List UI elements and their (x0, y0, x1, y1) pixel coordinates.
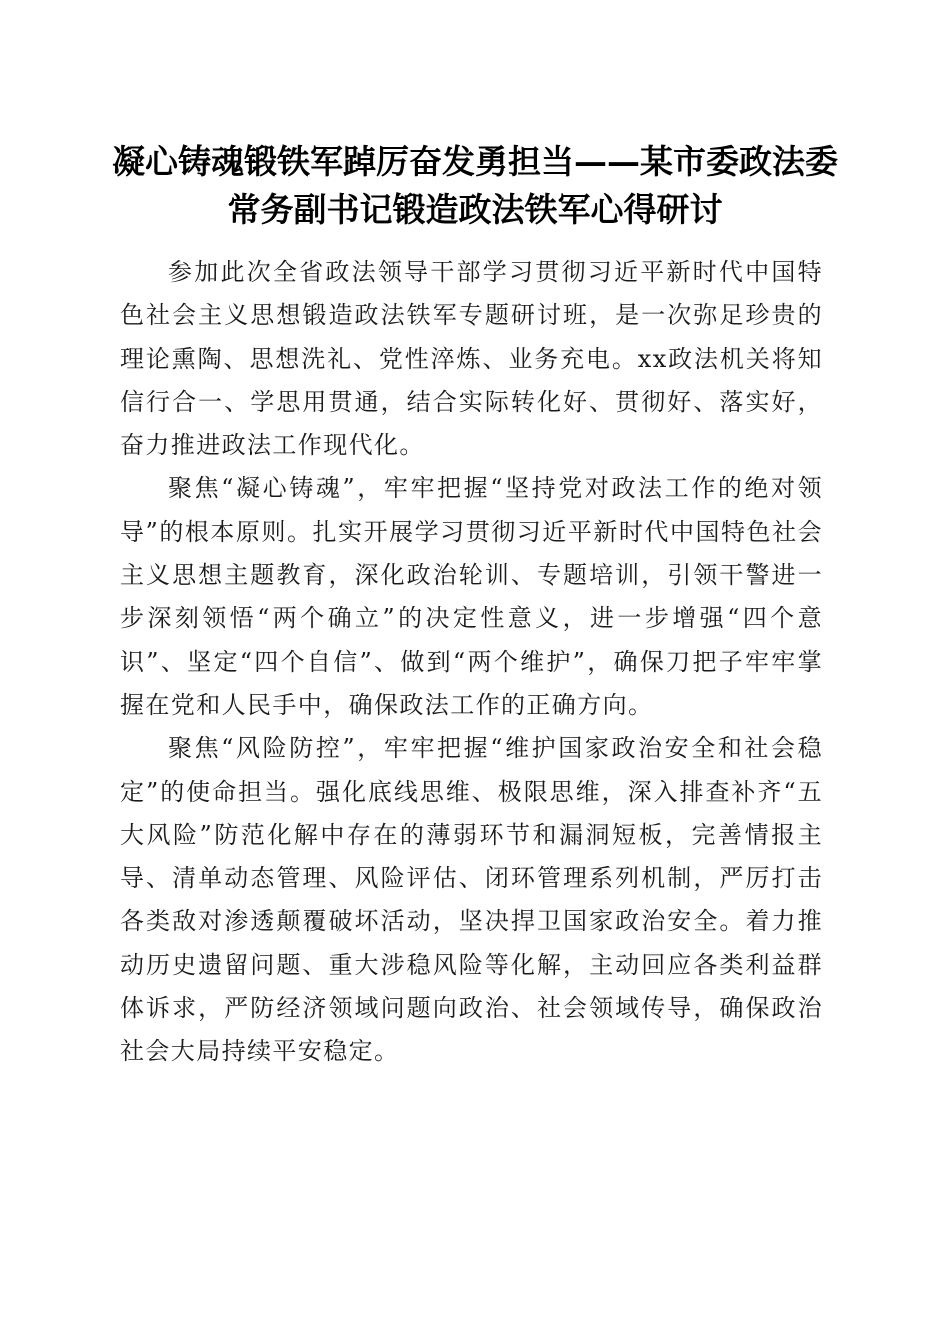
document-title: 凝心铸魂锻铁军踔厉奋发勇担当——某市委政法委常务副书记锻造政法铁军心得研讨 (112, 142, 838, 229)
document-body (120, 251, 823, 1074)
paragraph-fengxian-fangkong: 聚焦“风险防控”，牢牢把握“维护国家政治安全和社会稳定”的使命担当。强化底线思维、极限思维，深入排查补齐“五大风险”防范化解中存在的薄弱环节和漏洞短板，完善情报主导、清单动态管理、风险评估、闭环管理系列机制，严厉打击各类敌对渗透颠覆破坏活动，坚决捍卫国家政治安全。着力推动历史遗留问题、重大涉稳风险等化解，主动回应各类利益群体诉求，严防经济领域问题向政治、社会领域传导，确保政治社会大局持续平安稳定。 (120, 734, 823, 1066)
paragraph-intro: 参加此次全省政法领导干部学习贯彻习近平新时代中国特色社会主义思想锻造政法铁军专题研讨班，是一次弥足珍贵的理论熏陶、思想洗礼、党性淬炼、业务充电。xx政法机关将知信行合一、学思用贯通，结合实际转化好、贯彻好、落实好，奋力推进政法工作现代化。 (120, 258, 823, 460)
paragraph-ningxin-zhuhun: 聚焦“凝心铸魂”，牢牢把握“坚持党对政法工作的绝对领导”的根本原则。扎实开展学习贯彻习近平新时代中国特色社会主义思想主题教育，深化政治轮训、专题培训，引领干警进一步深刻领悟“两个确立”的决定性意义，进一步增强“四个意识”、坚定“四个自信”、做到“两个维护”，确保刀把子牢牢掌握在党和人民手中，确保政法工作的正确方向。 (120, 474, 823, 719)
